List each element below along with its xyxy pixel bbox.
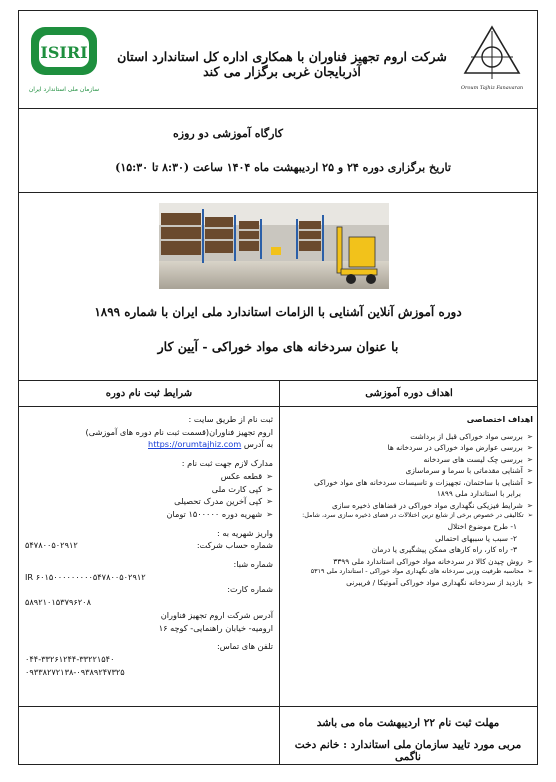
address-line: آدرس شرکت اروم تجهیز فناوران: [160, 609, 273, 620]
registration-link[interactable]: https://orumtajhiz.com: [148, 439, 242, 450]
objective-item: ➢شرایط فیزیکی نگهداری مواد خوراکی در فضاهای ذخیره سازی: [332, 500, 533, 510]
objectives-column: [283, 431, 533, 588]
objective-item: ➢بررسی چک لیست های سردخانه: [423, 454, 533, 464]
logo-caption: Oroum Tajhiz Fanavaran: [460, 85, 524, 91]
objectives-header: اهداف دوره آموزشی: [365, 388, 453, 399]
objective-item: برابر با استاندارد ملی ۱۸۹۹: [436, 489, 521, 499]
logo-caption: سازمان ملی استاندارد ایران: [28, 86, 100, 93]
approved-instructor: مربی مورد تایید سازمان ملی استاندارد : خانم دخت ناگمی: [294, 739, 522, 763]
phones-label: تلفن های تماس:: [216, 641, 273, 652]
objective-item: ➢بازدید از سردخانه نگهداری مواد خوراکی آموتیکا / فریبرنی: [346, 578, 533, 587]
arrow-check-icon: ➢: [526, 466, 533, 476]
doc-item: ➢شهریه دوره ۱۵۰۰۰۰۰ تومان: [166, 508, 273, 519]
company-announcement: شرکت اروم تجهیز فناوران با همکاری اداره کل استاندارد استان آذربایجان غربی برگزار می کند: [117, 49, 447, 79]
arrow-check-icon: ➢: [527, 511, 533, 520]
reg-line: اروم تجهیز فناوران(قسمت ثبت نام دوره های آموزشی): [85, 426, 273, 437]
workshop-title: کارگاه آموزشی دو روزه: [173, 127, 283, 140]
address-line: ارومیه- خیابان راهنمایی- کوچه ۱۶: [158, 622, 273, 633]
registration-deadline: مهلت ثبت نام ۲۲ اردیبهشت ماه می باشد: [316, 717, 500, 729]
reg-url-line: [25, 438, 273, 451]
account-line: شماره حساب شرکت: ۵۴۷۸۰۰۵۰۲۹۱۲: [25, 540, 273, 551]
objective-subitem: ۳- راه کار، راه کارهای ممکن پیشگیری یا درمان: [371, 545, 517, 555]
course-subtitle: با عنوان سردخانه های مواد خوراکی - آیین کار: [157, 339, 399, 354]
phones-line: ۰۴۴-۳۳۲۶۱۲۴۴-۳۳۲۲۱۵۴۰: [25, 653, 115, 664]
objective-item: ➢بررسی مواد خوراکی قبل از برداشت: [410, 432, 533, 441]
sheba-line: شماره شبا:: [233, 559, 273, 570]
reg-url-prefix: به آدرس: [243, 439, 273, 450]
reg-line: ثبت نام از طریق سایت :: [188, 414, 273, 424]
arrow-check-icon: ➢: [526, 454, 533, 464]
arrow-check-icon: ➢: [266, 470, 273, 481]
arrow-check-icon: ➢: [526, 432, 533, 441]
header-row: [19, 11, 537, 109]
arrow-check-icon: ➢: [266, 496, 273, 507]
warehouse-photo: [159, 203, 389, 289]
arrow-check-icon: ➢: [266, 508, 273, 519]
arrow-check-icon: ➢: [526, 556, 533, 566]
objective-item: ➢محاسبه ظرفیت وزنی سردخانه های نگهداری مواد خوراکی - استاندارد ملی ۵۳۱۹: [310, 567, 533, 576]
flyer-frame: [18, 10, 538, 765]
objective-item: ➢تکالیفی در خصوص برخی از شایع ترین اختلالات در فضای ذخیره سازی سرد، شامل:: [302, 511, 533, 520]
arrow-check-icon: ➢: [526, 500, 533, 510]
registration-column: [25, 413, 273, 678]
doc-item: ➢قطعه عکس: [220, 470, 273, 481]
arrow-check-icon: ➢: [266, 483, 273, 494]
reg-line: مدارک لازم جهت ثبت نام :: [181, 458, 273, 469]
workshop-date: تاریخ برگزاری دوره ۲۴ و ۲۵ اردیبهشت ماه ۱۴۰۴ ساعت (۸:۳۰ تا ۱۵:۳۰): [115, 161, 451, 174]
workshop-row: [19, 109, 537, 193]
footer-divider: [279, 707, 280, 764]
doc-item: ➢کپی آخرین مدرک تحصیلی: [174, 496, 273, 507]
standard-organization-logo: [25, 23, 103, 99]
objective-subitem: ۱- طرح موضوع اختلال: [447, 522, 517, 532]
arrow-check-icon: ➢: [526, 443, 533, 453]
course-row: [19, 193, 537, 381]
card-value: ۵۸۹۲۱۰۱۵۳۷۹۶۲۰۸: [25, 597, 91, 608]
arrow-check-icon: ➢: [526, 578, 533, 587]
arrow-check-icon: ➢: [526, 477, 533, 487]
arrow-check-icon: ➢: [527, 567, 533, 576]
card-line: شماره کارت:: [227, 584, 273, 595]
doc-item: ➢کپی کارت ملی: [211, 483, 273, 494]
phones-line: ۰۹۳۳۸۲۷۲۱۳۸-۰۹۳۸۹۲۴۷۳۲۵: [25, 666, 125, 677]
objective-subitem: ۲- سبب یا سببهای احتمالی: [435, 533, 517, 543]
objectives-subheader: اهداف اختصاصی: [466, 415, 533, 424]
svg-text:ISIRI: ISIRI: [40, 43, 88, 62]
sheba-value: IR ۶۰۱۵۰۰۰۰۰۰۰۰۰۵۴۷۸۰۰۵۰۲۹۱۲: [25, 571, 146, 582]
column-headers: [19, 381, 537, 407]
registration-header: شرایط ثبت نام دوره: [105, 388, 193, 399]
oroum-tajhiz-logo: [457, 21, 527, 101]
objective-item: ➢روش چیدن کالا در سردخانه مواد خوراکی استاندارد ملی ۳۳۹۹: [333, 556, 533, 566]
footer-cell: [279, 707, 537, 764]
reg-line: واریز شهریه به :: [216, 527, 273, 538]
objective-item: ➢آشنایی مقدماتی با سرما و سرماسازی: [405, 466, 533, 476]
objective-item: ➢بررسی عوارض مواد خوراکی در سردخانه ها: [387, 443, 533, 453]
objective-item: ➢آشنایی با ساختمان، تجهیزات و تاسیسات سردخانه های مواد خوراکی: [314, 477, 533, 487]
course-title: دوره آموزش آنلاین آشنایی با الزامات استاندارد ملی ایران با شماره ۱۸۹۹: [94, 305, 462, 319]
